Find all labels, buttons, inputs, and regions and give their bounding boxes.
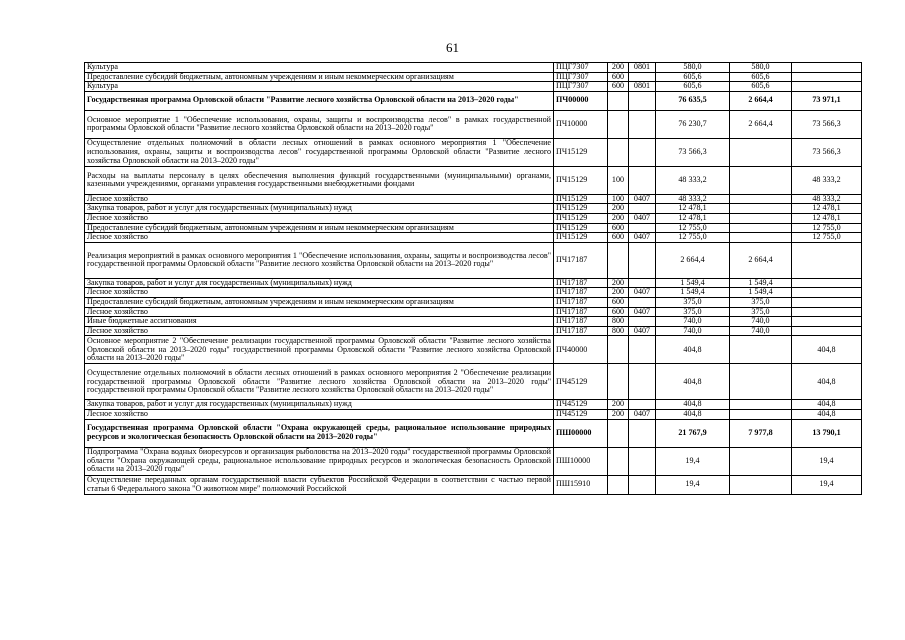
table-row [85,110,862,138]
row-expense-type-cell: 600 [608,223,629,233]
table-row [85,409,862,419]
row-total-cell: 12 478,1 [656,213,730,223]
row-section-cell [629,91,656,110]
row-code-cell: ПЧ15129 [554,213,608,223]
row-code-cell: ПШ15910 [554,475,608,494]
row-section-cell: 0407 [629,307,656,317]
row-regional-cell: 404,8 [792,400,862,410]
row-federal-cell: 2 664,4 [730,91,792,110]
row-expense-type-cell: 800 [608,317,629,327]
row-section-cell: 0407 [629,326,656,336]
row-code-cell: ПЧ10000 [554,110,608,138]
row-section-cell [629,317,656,327]
row-code-cell: ПЧ17187 [554,297,608,307]
row-regional-cell: 12 478,1 [792,213,862,223]
row-name-cell: Культура [85,63,554,73]
row-federal-cell: 2 664,4 [730,110,792,138]
row-total-cell: 19,4 [656,475,730,494]
row-regional-cell: 404,8 [792,336,862,364]
row-code-cell: ПЧ17187 [554,288,608,298]
row-total-cell: 404,8 [656,364,730,400]
table-row [85,72,862,82]
row-name-cell: Государственная программа Орловской области "Охрана окружающей среды, рациональное использование природных ресурсов и экологическая безопасность Орловской области на 2013–2020 годы" [85,419,554,447]
row-section-cell: 0407 [629,409,656,419]
row-code-cell: ПЧ17187 [554,278,608,288]
row-federal-cell: 1 549,4 [730,288,792,298]
row-federal-cell [730,223,792,233]
row-code-cell: ПЧ17187 [554,242,608,278]
table-row [85,400,862,410]
row-expense-type-cell: 600 [608,82,629,92]
row-name-cell: Иные бюджетные ассигнования [85,317,554,327]
row-regional-cell: 404,8 [792,364,862,400]
table-row [85,336,862,364]
row-federal-cell: 605,6 [730,82,792,92]
row-regional-cell [792,288,862,298]
row-federal-cell: 605,6 [730,72,792,82]
table-row [85,297,862,307]
row-regional-cell: 73 971,1 [792,91,862,110]
table-row [85,447,862,475]
row-federal-cell [730,204,792,214]
page-number: 61 [446,40,459,55]
row-expense-type-cell: 100 [608,194,629,204]
row-total-cell: 1 549,4 [656,288,730,298]
row-code-cell: ПЧ45129 [554,364,608,400]
row-federal-cell [730,233,792,243]
row-code-cell: ПЧ40000 [554,336,608,364]
row-name-cell: Предоставление субсидий бюджетным, автономным учреждениям и иным некоммерческим организациям [85,223,554,233]
row-section-cell: 0407 [629,194,656,204]
row-name-cell: Осуществление переданных органам государственной власти субъектов Российской Федерации в соответствии с частью первой статьи 6 Федерального закона "О животном мире" полномочий Российской [85,475,554,494]
row-regional-cell: 12 755,0 [792,223,862,233]
row-expense-type-cell: 200 [608,204,629,214]
row-name-cell: Основное мероприятие 2 "Обеспечение реализации государственной программы Орловской области "Развитие лесного хозяйства Орловской области на 2013–2020 годы" государственной программы Орловской области "Развитие лесного хозяйства Орловской области на 2013–2020 годы" [85,336,554,364]
row-regional-cell [792,72,862,82]
row-total-cell: 404,8 [656,409,730,419]
row-total-cell: 605,6 [656,72,730,82]
row-expense-type-cell [608,91,629,110]
table-row [85,138,862,166]
row-name-cell: Подпрограмма "Охрана водных биоресурсов и организация рыболовства на 2013–2020 годы" государственной программы Орловской области "Охрана окружающей среды, рациональное использование природных ресурсов и экологическая безопасность Орловской области на 2013–2020 годы" [85,447,554,475]
table-row [85,194,862,204]
row-name-cell: Реализация мероприятий в рамках основного мероприятия 1 "Обеспечение использования, охраны, защиты и воспроизводства лесов" государственной программы Орловской области "Развитие лесного хозяйства Орловской области на 2013–2020 годы" [85,242,554,278]
row-name-cell: Предоставление субсидий бюджетным, автономным учреждениям и иным некоммерческим организациям [85,297,554,307]
row-federal-cell: 580,0 [730,63,792,73]
row-federal-cell [730,166,792,194]
row-section-cell [629,400,656,410]
row-name-cell: Лесное хозяйство [85,213,554,223]
row-regional-cell [792,63,862,73]
row-regional-cell: 404,8 [792,409,862,419]
row-total-cell: 21 767,9 [656,419,730,447]
row-code-cell: ПЧ45129 [554,400,608,410]
row-regional-cell: 73 566,3 [792,138,862,166]
row-expense-type-cell: 600 [608,233,629,243]
row-total-cell: 76 230,7 [656,110,730,138]
row-regional-cell: 12 478,1 [792,204,862,214]
row-section-cell [629,475,656,494]
row-section-cell: 0801 [629,63,656,73]
row-total-cell: 12 755,0 [656,223,730,233]
table-row [85,204,862,214]
row-federal-cell: 7 977,8 [730,419,792,447]
row-section-cell [629,336,656,364]
row-name-cell: Расходы на выплаты персоналу в целях обеспечения выполнения функций государственными (муниципальными) органами, казенными учреждениями, органами управления государственными внебюджетными фондами [85,166,554,194]
row-federal-cell: 375,0 [730,307,792,317]
row-section-cell [629,110,656,138]
row-section-cell [629,204,656,214]
row-section-cell [629,297,656,307]
row-name-cell: Закупка товаров, работ и услуг для государственных (муниципальных) нужд [85,400,554,410]
row-total-cell: 12 755,0 [656,233,730,243]
row-total-cell: 740,0 [656,326,730,336]
row-federal-cell [730,447,792,475]
row-code-cell: ПЦГ7307 [554,63,608,73]
row-code-cell: ПЧ17187 [554,326,608,336]
row-regional-cell [792,326,862,336]
row-expense-type-cell: 200 [608,63,629,73]
row-name-cell: Предоставление субсидий бюджетным, автономным учреждениям и иным некоммерческим организациям [85,72,554,82]
row-code-cell: ПЧ17187 [554,307,608,317]
row-total-cell: 19,4 [656,447,730,475]
row-section-cell [629,223,656,233]
row-section-cell [629,278,656,288]
row-section-cell: 0407 [629,288,656,298]
row-section-cell [629,138,656,166]
table-row [85,213,862,223]
row-total-cell: 375,0 [656,297,730,307]
row-total-cell: 73 566,3 [656,138,730,166]
row-total-cell: 1 549,4 [656,278,730,288]
table-row [85,63,862,73]
row-regional-cell: 12 755,0 [792,233,862,243]
row-federal-cell [730,409,792,419]
row-section-cell [629,242,656,278]
row-expense-type-cell: 200 [608,278,629,288]
table-row [85,233,862,243]
row-total-cell: 48 333,2 [656,194,730,204]
row-federal-cell: 740,0 [730,317,792,327]
row-code-cell: ПЦГ7307 [554,72,608,82]
row-section-cell: 0407 [629,233,656,243]
row-code-cell: ПЧ17187 [554,317,608,327]
row-expense-type-cell: 200 [608,213,629,223]
table-row [85,364,862,400]
row-code-cell: ПШ00000 [554,419,608,447]
row-expense-type-cell [608,447,629,475]
table-row [85,91,862,110]
row-regional-cell [792,242,862,278]
table-row [85,317,862,327]
row-code-cell: ПЧ15129 [554,194,608,204]
row-federal-cell [730,138,792,166]
row-section-cell [629,364,656,400]
row-expense-type-cell [608,242,629,278]
row-expense-type-cell: 800 [608,326,629,336]
row-expense-type-cell [608,419,629,447]
row-code-cell: ПЧ15129 [554,138,608,166]
row-expense-type-cell: 100 [608,166,629,194]
row-regional-cell: 19,4 [792,475,862,494]
row-section-cell [629,419,656,447]
table-row [85,242,862,278]
row-federal-cell [730,213,792,223]
row-expense-type-cell [608,364,629,400]
row-name-cell: Лесное хозяйство [85,288,554,298]
row-code-cell: ПЧ15129 [554,233,608,243]
row-regional-cell: 19,4 [792,447,862,475]
row-expense-type-cell [608,475,629,494]
row-name-cell: Осуществление отдельных полномочий в области лесных отношений в рамках основного мероприятия 2 "Обеспечение реализации государственной программы Орловской области "Развитие лесного хозяйства Орловской области на 2013–2020 годы" государственной программы Орловской области "Развитие лесного хозяйства Орловской области на 2013–2020 годы" [85,364,554,400]
row-federal-cell [730,364,792,400]
row-code-cell: ПШ10000 [554,447,608,475]
row-name-cell: Лесное хозяйство [85,307,554,317]
row-regional-cell [792,278,862,288]
row-code-cell: ПЧ15129 [554,223,608,233]
row-total-cell: 404,8 [656,400,730,410]
row-total-cell: 580,0 [656,63,730,73]
row-total-cell: 12 478,1 [656,204,730,214]
budget-table [84,62,862,495]
row-federal-cell [730,400,792,410]
row-code-cell: ПЧ45129 [554,409,608,419]
row-expense-type-cell: 200 [608,409,629,419]
row-federal-cell [730,194,792,204]
row-regional-cell [792,307,862,317]
row-federal-cell: 375,0 [730,297,792,307]
row-total-cell: 375,0 [656,307,730,317]
row-section-cell [629,447,656,475]
row-name-cell: Осуществление отдельных полномочий в области лесных отношений в рамках основного мероприятия 1 "Обеспечение использования, охраны, защиты и воспроизводства лесов" государственной программы Орловской области "Развитие лесного хозяйства Орловской области на 2013–2020 годы" [85,138,554,166]
row-total-cell: 404,8 [656,336,730,364]
row-name-cell: Лесное хозяйство [85,409,554,419]
row-federal-cell: 2 664,4 [730,242,792,278]
row-section-cell: 0801 [629,82,656,92]
row-name-cell: Лесное хозяйство [85,233,554,243]
row-name-cell: Лесное хозяйство [85,326,554,336]
table-row [85,419,862,447]
row-name-cell: Лесное хозяйство [85,194,554,204]
table-row [85,288,862,298]
row-regional-cell [792,82,862,92]
row-regional-cell: 73 566,3 [792,110,862,138]
row-total-cell: 2 664,4 [656,242,730,278]
row-total-cell: 76 635,5 [656,91,730,110]
row-federal-cell [730,475,792,494]
table-body [85,63,862,495]
row-regional-cell [792,297,862,307]
row-code-cell: ПЦГ7307 [554,82,608,92]
row-regional-cell: 48 333,2 [792,194,862,204]
table-row [85,82,862,92]
row-expense-type-cell: 600 [608,307,629,317]
row-total-cell: 605,6 [656,82,730,92]
row-federal-cell [730,336,792,364]
row-expense-type-cell [608,110,629,138]
table-row [85,278,862,288]
row-expense-type-cell [608,336,629,364]
row-code-cell: ПЧ15129 [554,204,608,214]
row-expense-type-cell: 200 [608,288,629,298]
row-section-cell [629,72,656,82]
row-regional-cell: 48 333,2 [792,166,862,194]
row-name-cell: Закупка товаров, работ и услуг для государственных (муниципальных) нужд [85,204,554,214]
row-total-cell: 740,0 [656,317,730,327]
row-regional-cell: 13 790,1 [792,419,862,447]
row-code-cell: ПЧ15129 [554,166,608,194]
table-row [85,166,862,194]
row-total-cell: 48 333,2 [656,166,730,194]
row-name-cell: Закупка товаров, работ и услуг для государственных (муниципальных) нужд [85,278,554,288]
table-row [85,223,862,233]
row-federal-cell: 740,0 [730,326,792,336]
row-expense-type-cell: 200 [608,400,629,410]
row-name-cell: Культура [85,82,554,92]
row-section-cell: 0407 [629,213,656,223]
row-expense-type-cell [608,138,629,166]
row-expense-type-cell: 600 [608,297,629,307]
table-row [85,326,862,336]
row-name-cell: Государственная программа Орловской области "Развитие лесного хозяйства Орловской области на 2013–2020 годы" [85,91,554,110]
row-section-cell [629,166,656,194]
table-row [85,307,862,317]
row-code-cell: ПЧ00000 [554,91,608,110]
row-expense-type-cell: 600 [608,72,629,82]
row-federal-cell: 1 549,4 [730,278,792,288]
row-regional-cell [792,317,862,327]
row-name-cell: Основное мероприятие 1 "Обеспечение использования, охраны, защиты и воспроизводства лесов" в рамках государственной программы Орловской области "Развитие лесного хозяйства Орловской области на 2013–2020 годы" [85,110,554,138]
table-row [85,475,862,494]
